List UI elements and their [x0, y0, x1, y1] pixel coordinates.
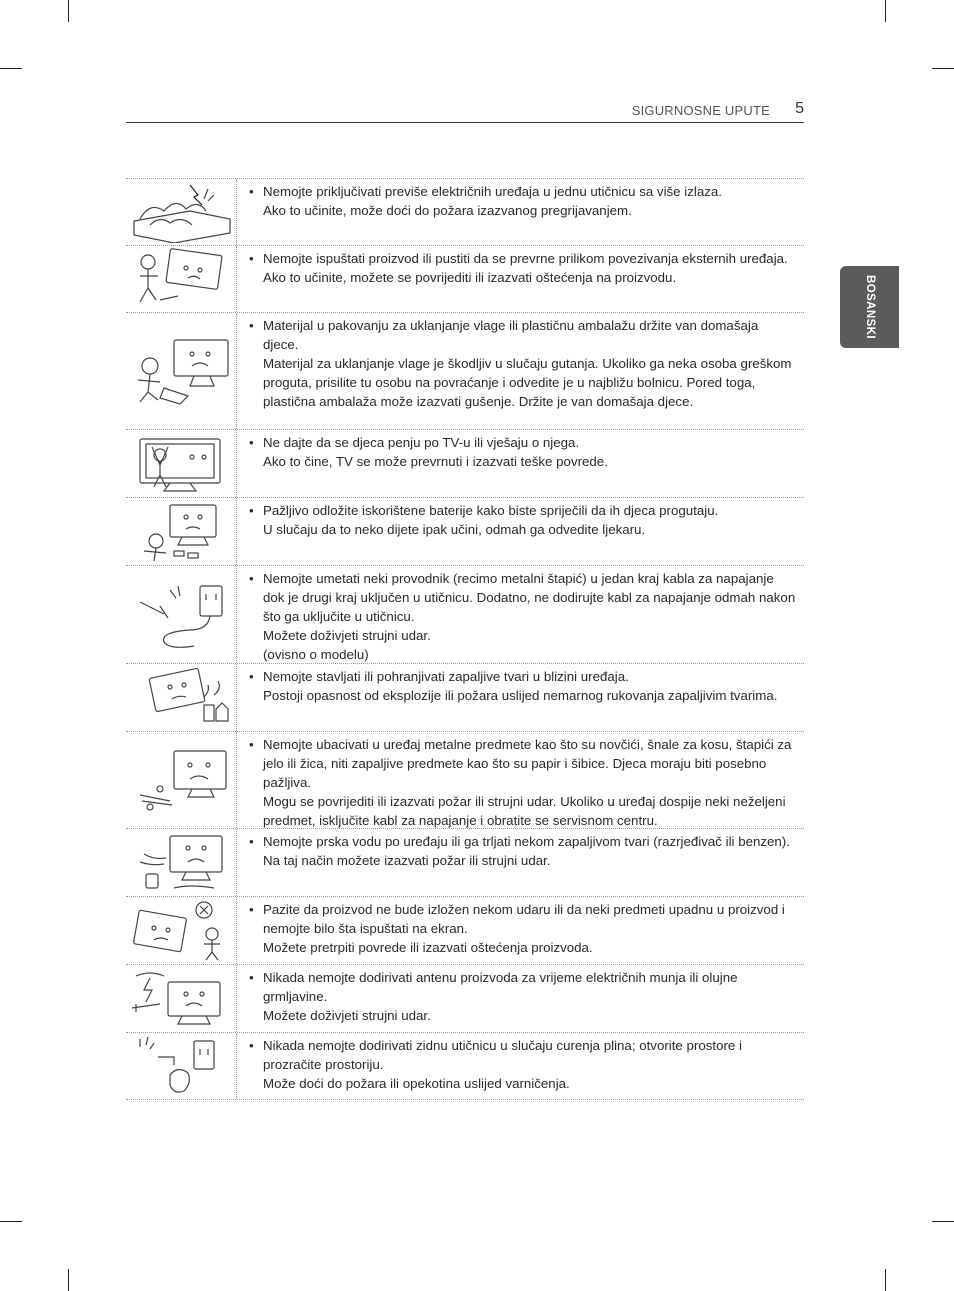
- conductor-plug-icon: [126, 566, 237, 663]
- table-row: [126, 429, 804, 497]
- section-title: SIGURNOSNE UPUTE: [631, 103, 770, 118]
- row-text: • Materijal u pakovanju za uklanjanje vlage ili plastičnu ambalažu držite van domašaja djece. Materijal za uklanjanje vlage je škodljiv u slučaju gutanja. Ukoliko ga neka osoba greškom proguta, prisilite tu osobu na povraćanje i odvedite je u najbližu bolnicu. Pored toga, plastična ambalaža može izazvati gušenje. Držite je van domašaja djece.: [249, 318, 792, 409]
- packaging-child-icon: [126, 313, 237, 429]
- table-row: [126, 312, 804, 429]
- page-header: [126, 100, 804, 123]
- table-row: [126, 565, 804, 663]
- table-row: [126, 1032, 804, 1100]
- overloaded-outlet-icon: [126, 179, 237, 245]
- page-number: 5: [795, 100, 804, 117]
- table-row: [126, 497, 804, 565]
- row-text: • Nemojte priključivati previše električnih uređaja u jednu utičnicu sa više izlaza. Ako to učinite, može doći do požara izazvanog pregrijavanjem.: [249, 184, 722, 218]
- table-row: [126, 663, 804, 731]
- batteries-child-icon: [126, 498, 237, 565]
- crop-mark: [885, 1269, 886, 1291]
- row-text: • Pazite da proizvod ne bude izložen nekom udaru ili da neki predmeti upadnu u proizvod i nemojte bilo šta ispuštati na ekran. Možete pretrpiti povrede ili izazvati oštećenja proizvoda.: [249, 902, 785, 955]
- child-climbing-tv-icon: [126, 430, 237, 497]
- row-text: • Nemojte ubacivati u uređaj metalne predmete kao što su novčići, šnale za kosu, štapići za jelo ili žica, niti zapaljive predmete kao što su papir i šibice. Djeca moraju biti posebno pažljiva. Mogu se povrijediti ili izazvati požar ili strujni udar. Ukoliko u uređaj dospije neki neželjeni predmet, isključite kabl za napajanje i obratite se servisnom centru.: [249, 737, 792, 828]
- table-row: [126, 731, 804, 828]
- ball-hitting-tv-icon: [126, 897, 237, 964]
- crop-mark: [885, 0, 886, 22]
- row-text: • Ne dajte da se djeca penju po TV-u ili vješaju o njega. Ako to čine, TV se može prevrnuti i izazvati teške povrede.: [249, 435, 608, 469]
- lightning-antenna-icon: [126, 965, 237, 1032]
- spray-water-tv-icon: [126, 829, 237, 896]
- row-text: • Nikada nemojte dodirivati zidnu utičnicu u slučaju curenja plina; otvorite prostore i prozračite prostoriju. Može doći do požara ili opekotina uslijed varničenja.: [249, 1038, 742, 1091]
- table-row: [126, 178, 804, 245]
- row-text: • Nemojte umetati neki provodnik (recimo metalni štapić) u jedan kraj kabla za napajanje dok je drugi kraj uključen u utičnicu. Dodatno, ne dodirujte kabl za napajanje odmah nakon što ga uključite u utičnicu. Možete doživjeti strujni udar. (ovisno o modelu): [249, 571, 796, 662]
- table-row: [126, 245, 804, 312]
- metal-objects-tv-icon: [126, 732, 237, 828]
- tv-falling-child-icon: [126, 246, 237, 312]
- table-row: [126, 828, 804, 896]
- crop-mark: [68, 0, 69, 22]
- crop-mark: [0, 1221, 22, 1222]
- gas-leak-outlet-icon: [126, 1033, 237, 1099]
- row-text: • Nemojte stavljati ili pohranjivati zapaljive tvari u blizini uređaja. Postoji opasnost od eksplozije ili požara uslijed nemarnog rukovanja zapaljivim tvarima.: [249, 669, 778, 703]
- safety-table: [126, 178, 804, 1100]
- row-text: • Nemojte prska vodu po uređaju ili ga trljati nekom zapaljivom tvari (razrjeđivač ili benzen). Na taj način možete izazvati požar ili strujni udar.: [249, 834, 790, 868]
- row-text: • Nemojte ispuštati proizvod ili pustiti da se prevrne prilikom povezivanja eksternih uređaja. Ako to učinite, možete se povrijediti ili izazvati oštećenja na proizvodu.: [249, 251, 788, 285]
- language-tab-label: BOSANSKI: [863, 275, 876, 339]
- flammable-near-tv-icon: [126, 664, 237, 731]
- crop-mark: [68, 1269, 69, 1291]
- row-text: • Pažljivo odložite iskorištene baterije kako biste spriječili da ih djeca progutaju. U slučaju da to neko dijete ipak učini, odmah ga odvedite ljekaru.: [249, 503, 719, 537]
- crop-mark: [932, 1221, 954, 1222]
- language-tab: [840, 266, 899, 348]
- table-row: [126, 896, 804, 964]
- crop-mark: [932, 68, 954, 69]
- row-text: • Nikada nemojte dodirivati antenu proizvoda za vrijeme električnih munja ili olujne grmljavine. Možete doživjeti strujni udar.: [249, 970, 738, 1023]
- crop-mark: [0, 68, 22, 69]
- table-row: [126, 964, 804, 1032]
